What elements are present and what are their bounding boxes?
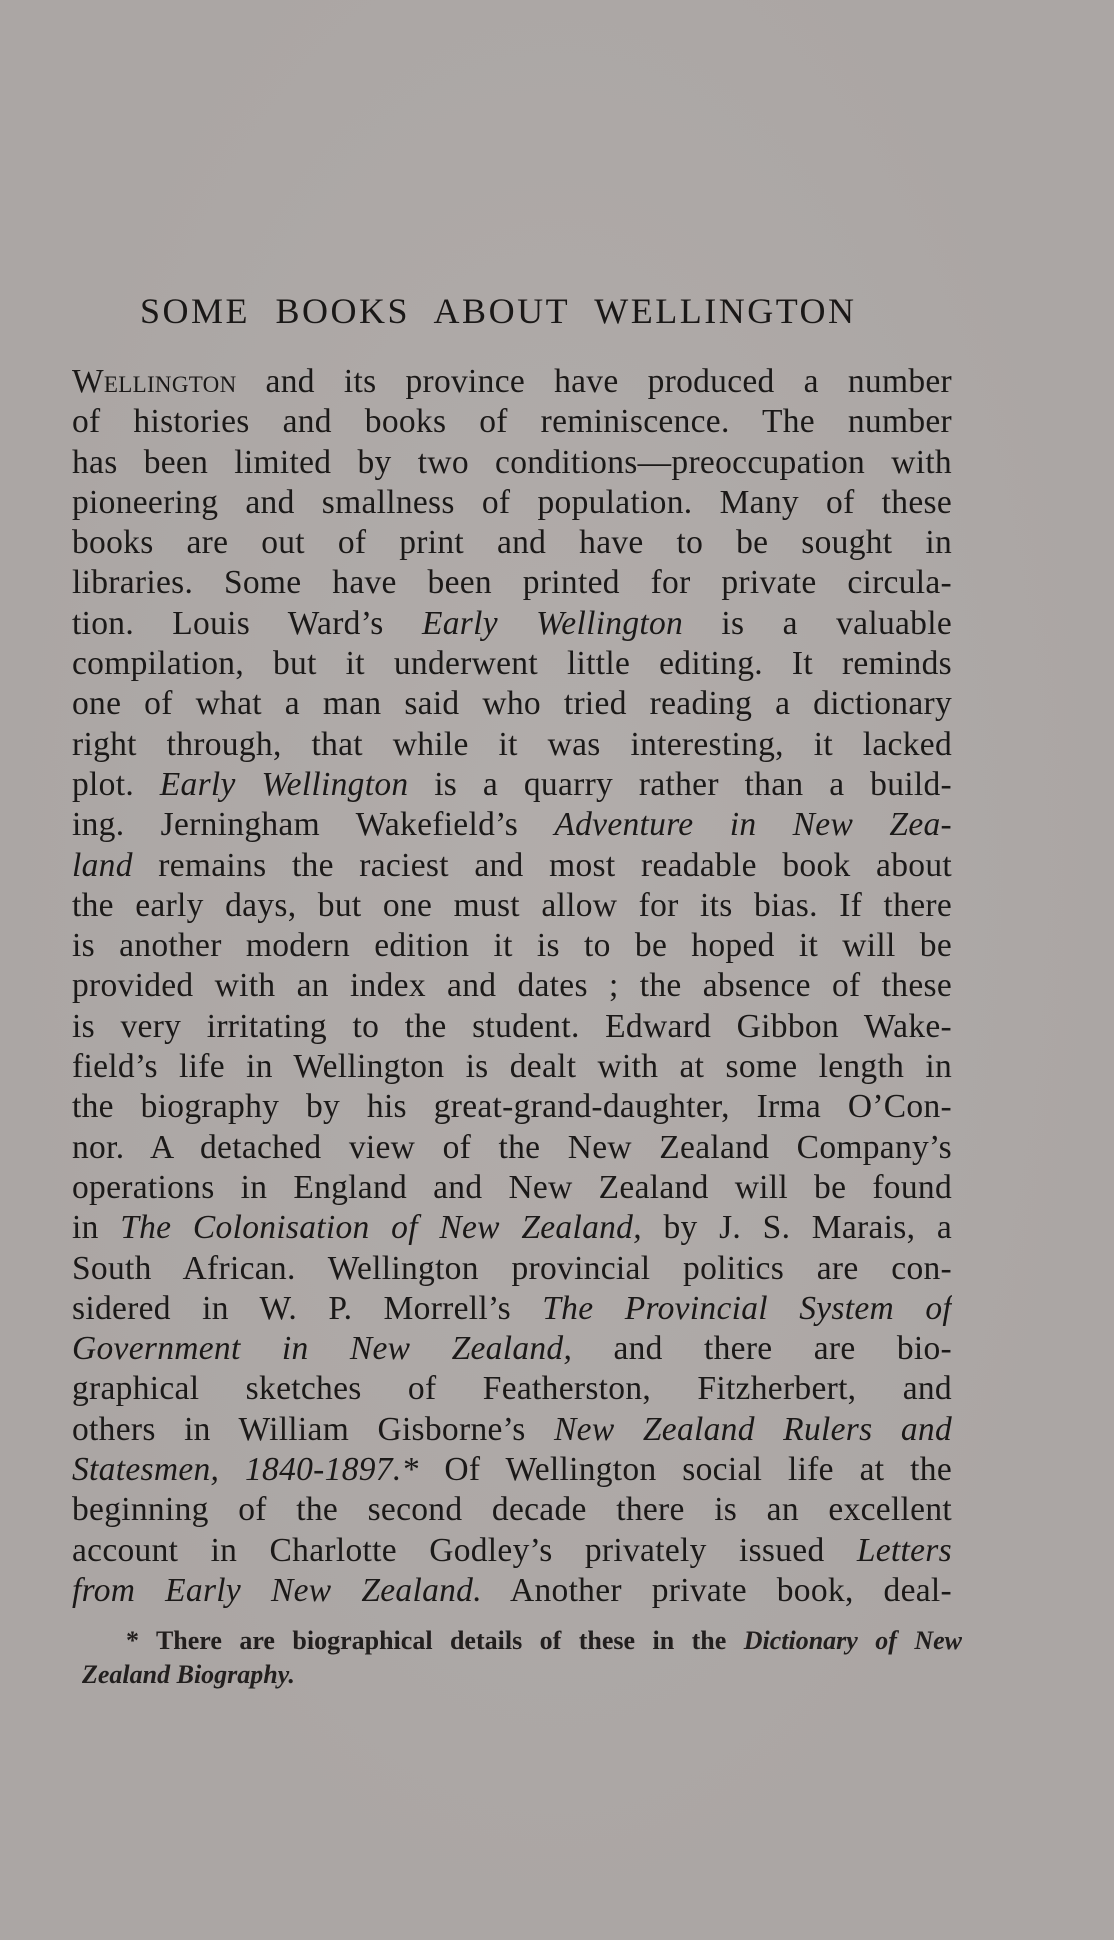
body-line-10 xyxy=(72,725,952,765)
body-line-segment: ing. Jerningham Wakefield’s xyxy=(72,806,555,844)
body-text xyxy=(72,362,952,1611)
footnote-line-segment: Zealand Biography. xyxy=(82,1660,295,1689)
body-line-25 xyxy=(72,1329,952,1369)
body-line-segment: has been limited by two conditions—preoccupation with xyxy=(72,443,952,481)
body-line-segment: is a valuable xyxy=(683,604,952,642)
body-line-segment: of histories and books of reminiscence. The number xyxy=(72,403,952,441)
body-line-segment: Adventure in New Zea- xyxy=(554,806,952,844)
body-line-21 xyxy=(72,1168,952,1208)
body-line-20 xyxy=(72,1128,952,1168)
body-line-segment: New Zealand Rulers and xyxy=(554,1410,952,1448)
body-line-segment: provided with an index and dates ; the absence of these xyxy=(72,967,952,1005)
body-line-segment: the early days, but one must allow for its bias. If there xyxy=(72,886,952,924)
body-line-segment: from Early New Zealand. xyxy=(72,1571,482,1609)
body-line-segment: tion. Louis Ward’s xyxy=(72,604,422,642)
body-line-12 xyxy=(72,805,952,845)
body-line-31 xyxy=(72,1571,952,1611)
body-line-9 xyxy=(72,684,952,724)
body-line-segment: right through, that while it was interesting, it lacked xyxy=(72,725,952,763)
body-line-segment: account in Charlotte Godley’s privately issued xyxy=(72,1531,857,1569)
body-line-26 xyxy=(72,1369,952,1409)
body-line-segment: nor. A detached view of the New Zealand Company’s xyxy=(72,1128,952,1166)
footnote-line-1 xyxy=(82,1624,962,1658)
body-line-5 xyxy=(72,523,952,563)
body-line-segment: pioneering and smallness of population. Many of these xyxy=(72,483,952,521)
body-line-segment: Government in New Zealand, xyxy=(72,1330,573,1368)
body-line-segment: Another private book, deal- xyxy=(481,1571,952,1609)
body-line-segment: by J. S. Marais, a xyxy=(641,1209,952,1247)
body-line-segment: books are out of print and have to be sought in xyxy=(72,524,952,562)
body-line-segment: compilation, but it underwent little editing. It reminds xyxy=(72,645,952,683)
body-line-4 xyxy=(72,483,952,523)
body-line-24 xyxy=(72,1289,952,1329)
body-line-27 xyxy=(72,1410,952,1450)
body-line-22 xyxy=(72,1208,952,1248)
body-line-segment: land xyxy=(72,846,133,884)
body-line-segment: Early Wellington xyxy=(421,604,684,642)
body-line-7 xyxy=(72,604,952,644)
body-line-segment: the biography by his great-grand-daughter, Irma O’Con- xyxy=(72,1088,952,1126)
body-line-segment: and there are bio- xyxy=(572,1330,952,1368)
footnote xyxy=(82,1624,962,1692)
body-line-3 xyxy=(72,443,952,483)
body-line-segment: remains the raciest and most readable book about xyxy=(132,846,952,884)
body-line-segment: is very irritating to the student. Edward Gibbon Wake- xyxy=(72,1007,952,1045)
body-line-15 xyxy=(72,926,952,966)
body-line-segment: South African. Wellington provincial politics are con- xyxy=(72,1249,952,1287)
body-line-segment: Early Wellington xyxy=(159,765,409,803)
body-line-23 xyxy=(72,1249,952,1289)
body-line-segment: The Colonisation of New Zealand, xyxy=(120,1209,642,1247)
body-line-28 xyxy=(72,1450,952,1490)
body-line-17 xyxy=(72,1007,952,1047)
body-line-1 xyxy=(72,362,952,402)
body-line-segment: plot. xyxy=(72,765,160,803)
body-line-19 xyxy=(72,1087,952,1127)
body-line-segment: beginning of the second decade there is an excellent xyxy=(72,1491,952,1529)
body-line-29 xyxy=(72,1490,952,1530)
body-line-segment: sidered in W. P. Morrell’s xyxy=(72,1289,543,1327)
body-line-14 xyxy=(72,886,952,926)
footnote-line-segment: Dictionary of New xyxy=(743,1626,962,1655)
body-line-segment: Letters xyxy=(856,1531,952,1569)
footnote-line-2 xyxy=(82,1658,962,1692)
body-line-segment: Statesmen, 1840-1897.* xyxy=(72,1451,419,1489)
body-line-segment: graphical sketches of Featherston, Fitzherbert, and xyxy=(72,1370,952,1408)
body-line-16 xyxy=(72,966,952,1006)
body-line-segment: is a quarry rather than a build- xyxy=(408,765,952,803)
body-line-11 xyxy=(72,765,952,805)
body-line-30 xyxy=(72,1531,952,1571)
opening-word: Wellington xyxy=(72,363,237,400)
body-line-2 xyxy=(72,402,952,442)
page-heading: SOME BOOKS ABOUT WELLINGTON xyxy=(140,291,857,331)
body-line-13 xyxy=(72,846,952,886)
body-line-8 xyxy=(72,644,952,684)
body-line-segment: in xyxy=(72,1209,121,1247)
body-line-segment: Of Wellington social life at the xyxy=(418,1451,952,1489)
body-line-6 xyxy=(72,563,952,603)
body-line-segment: field’s life in Wellington is dealt with at some length in xyxy=(72,1048,952,1086)
body-line-segment: operations in England and New Zealand will be found xyxy=(72,1168,952,1206)
body-line-segment: The Provincial System of xyxy=(542,1289,952,1327)
body-line-segment: others in William Gisborne’s xyxy=(72,1410,555,1448)
footnote-line-segment: * There are biographical details of these in the xyxy=(126,1626,744,1655)
body-line-segment: Wellington and its province have produced a number xyxy=(72,363,952,400)
body-line-18 xyxy=(72,1047,952,1087)
body-line-segment: is another modern edition it is to be hoped it will be xyxy=(72,927,952,965)
body-line-segment: libraries. Some have been printed for private circula- xyxy=(72,564,952,602)
body-line-segment: one of what a man said who tried reading a dictionary xyxy=(72,685,952,723)
